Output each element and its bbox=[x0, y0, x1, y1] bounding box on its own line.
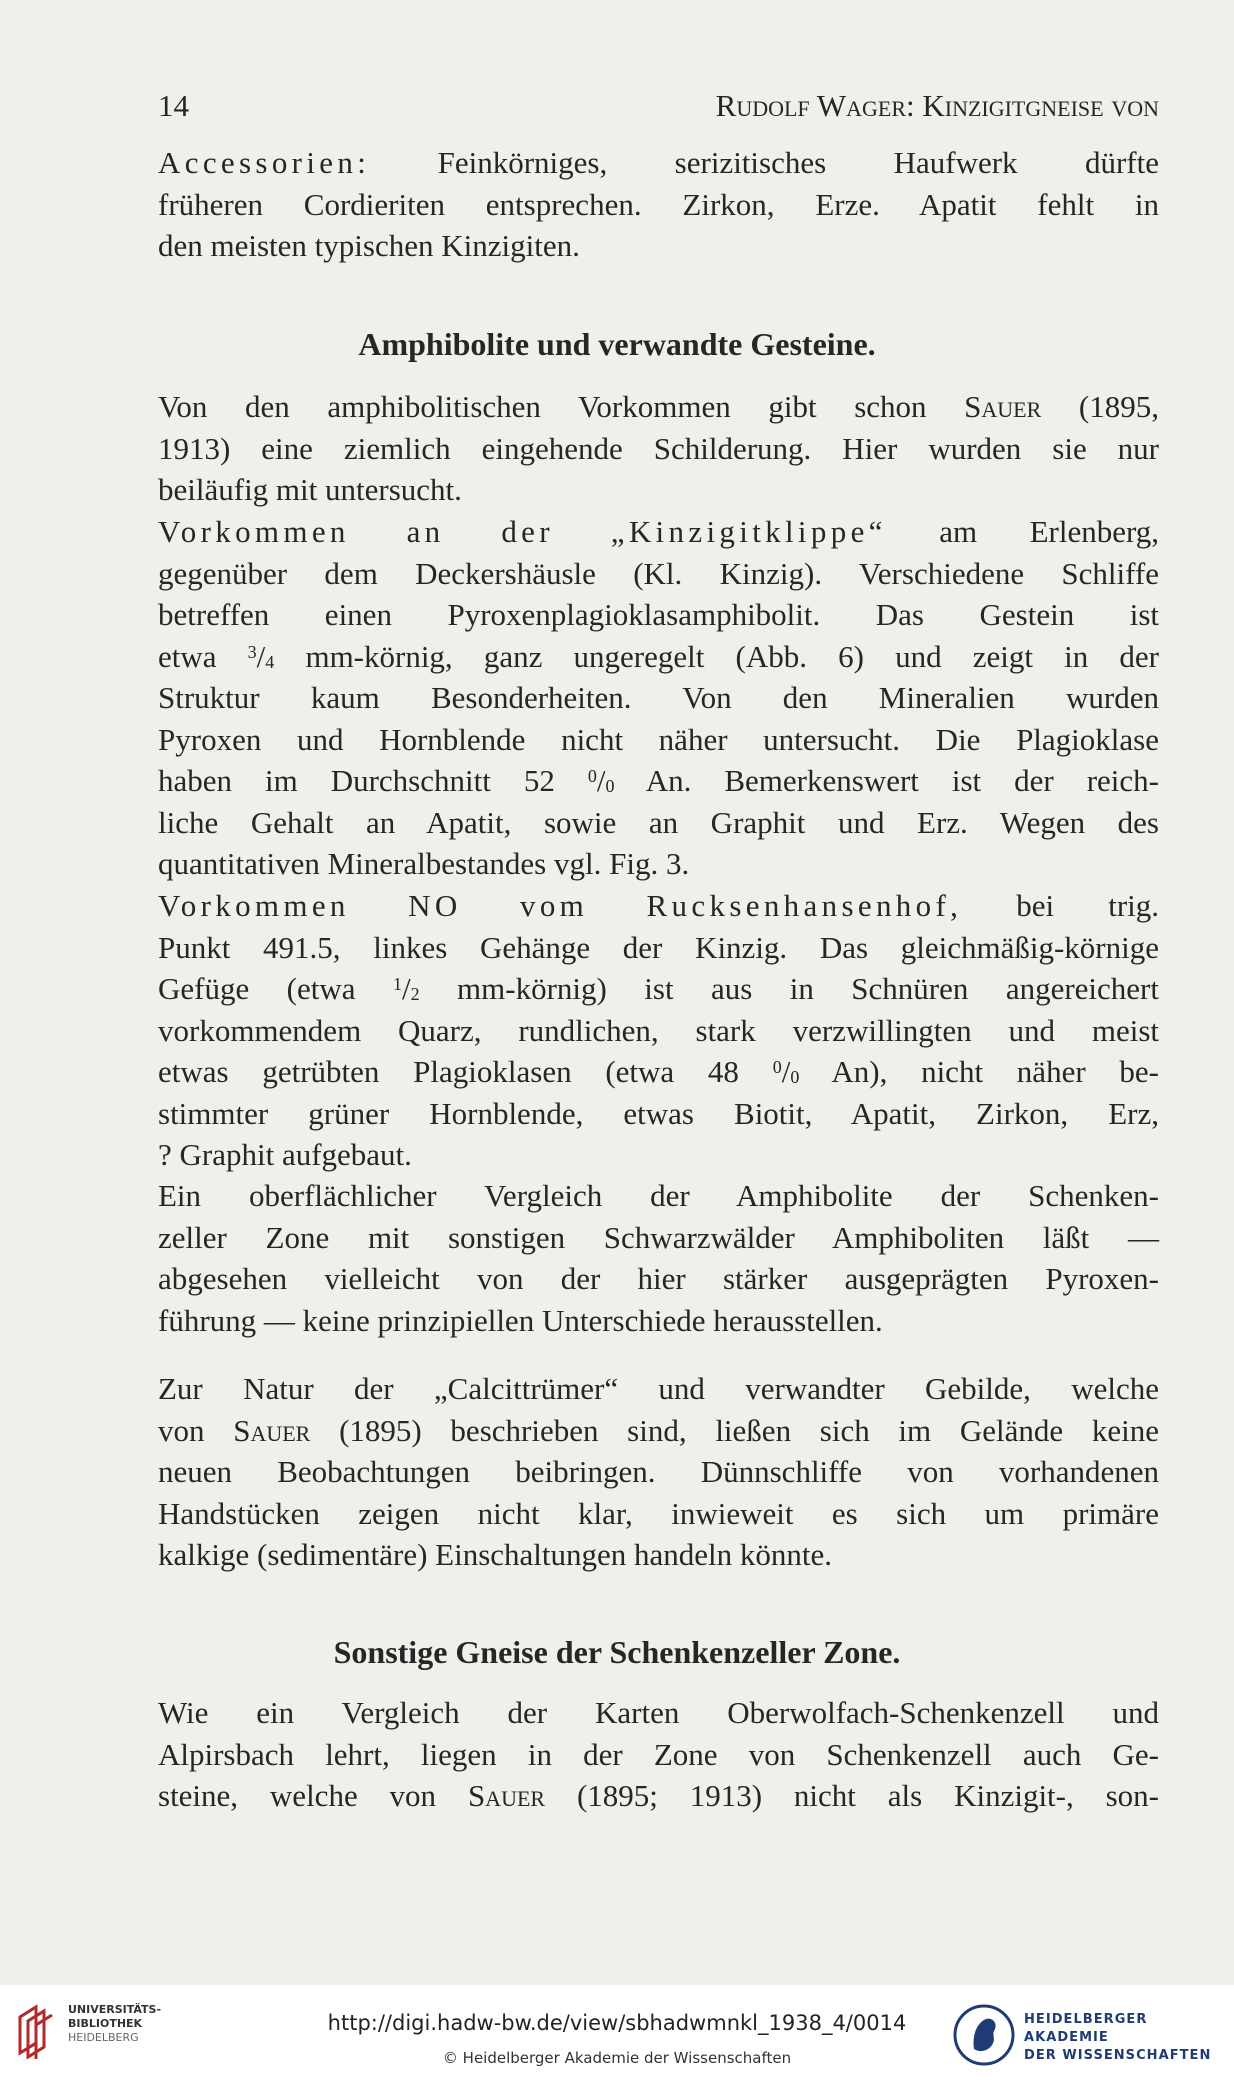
paragraph-vergleich: Ein oberflächlicher Vergleich der Amphibolite der Schenken- zeller Zone mit sonstigen Schwarzwälder Amphiboliten läßt — abgesehen vielleicht von der hier stärker ausgeprägten Pyroxen- führung — keine prinzipiellen Unterschiede herausstellen. bbox=[158, 1178, 1159, 1338]
paragraph-kinzigitklippe: Vorkommen an der „Kinzigitklippe“ am Erlenberg, gegenüber dem Deckershäusle (Kl. Kinzig). Verschiedene Schliffe betreffen einen Pyroxenplagioklasamphibolit. Das Gestein ist etwa $^3/_4$ mm-körnig, ganz ungeregelt (Abb. 6) und zeigt in der Struktur kaum Besonderheiten. Von den Mineralien wurden Pyroxen und Hornblende nicht näher untersucht. Die Plagioklase haben im Durchschnitt 52 $^0/_0$ An. Bemerkenswert ist der reich- liche Gehalt an Apatit, sowie an Graphit und Erz. Wegen des quantitativen Mineralbestandes vgl. Fig. 3. bbox=[158, 514, 1159, 881]
paragraph-sonstige-gneise: Wie ein Vergleich der Karten Oberwolfach-Schenkenzell und Alpirsbach lehrt, liegen in der Zone von Schenkenzell auch Ge- steine, welche von Sauer (1895; 1913) nicht als Kinzigit-, son- bbox=[158, 1695, 1159, 1813]
author-name: Sauer bbox=[467, 1778, 546, 1813]
paragraph-amphibolite-intro: Von den amphibolitischen Vorkommen gibt schon Sauer (1895, 1913) eine ziemlich eingehende Schilderung. Hier wurden sie nur beiläufig mit untersucht. bbox=[158, 389, 1160, 507]
paragraph-calcittruemer: Zur Natur der „Calcittrümer“ und verwandter Gebilde, welche von Sauer (1895) beschrieben sind, ließen sich im Gelände keine neuen Beobachtungen beibringen. Dünnschliffe von vorhandenen Handstücken zeigen nicht klar, inwieweit es sich um primäre kalkige (sedimentäre) Einschaltungen handeln könnte. bbox=[158, 1371, 1159, 1572]
source-url-link[interactable]: http://digi.hadw-bw.de/view/sbhadwmnkl_1938_4/0014 bbox=[327, 2011, 907, 2035]
footer-bar bbox=[0, 1985, 1234, 2082]
paragraph-rucksenhansenhof: Vorkommen NO vom Rucksenhansenhof, bei trig. Punkt 491.5, linkes Gehänge der Kinzig. Das gleichmäßig-körnige Gefüge (etwa $^1/_2$ mm-körnig) ist aus in Schnüren angereichert vorkommendem Quarz, rundlichen, stark verzwillingten und meist etwas getrübten Plagioklasen (etwa 48 $^0/_0$ An), nicht näher be- stimmter grüner Hornblende, etwas Biotit, Apatit, Zirkon, Erz, ? Graphit aufgebaut. bbox=[158, 888, 1160, 1172]
author-name: Sauer bbox=[233, 1412, 311, 1448]
author-name: Sauer bbox=[964, 389, 1042, 424]
spaced-term: Accessorien: bbox=[158, 145, 371, 180]
spaced-term: Vorkommen NO vom Rucksenhansenhof, bbox=[158, 888, 963, 923]
copyright-notice: © Heidelberger Akademie der Wissenschaften bbox=[442, 2049, 792, 2067]
section-heading: Sonstige Gneise der Schenkenzeller Zone. bbox=[333, 1634, 901, 1670]
academy-logo[interactable]: HEIDELBERGER AKADEMIE DER WISSENSCHAFTEN bbox=[952, 2003, 1232, 2073]
spaced-term: Vorkommen an der „Kinzigitklippe“ bbox=[158, 514, 887, 549]
running-head: Rudolf Wager: Kinzigitgneise von bbox=[715, 88, 1159, 123]
paragraph-accessorien: Accessorien: Feinkörniges, serizitisches Haufwerk dürfte früheren Cordieriten entsprechen. Zirkon, Erze. Apatit fehlt in den meisten typischen Kinzigiten. bbox=[158, 145, 1159, 263]
section-heading: Amphibolite und verwandte Gesteine. bbox=[358, 326, 876, 362]
page-number: 14 bbox=[158, 88, 189, 123]
university-library-logo[interactable]: UNIVERSITÄTS- BIBLIOTHEK HEIDELBERG bbox=[10, 1995, 170, 2075]
academy-emblem-icon bbox=[952, 2003, 1016, 2067]
